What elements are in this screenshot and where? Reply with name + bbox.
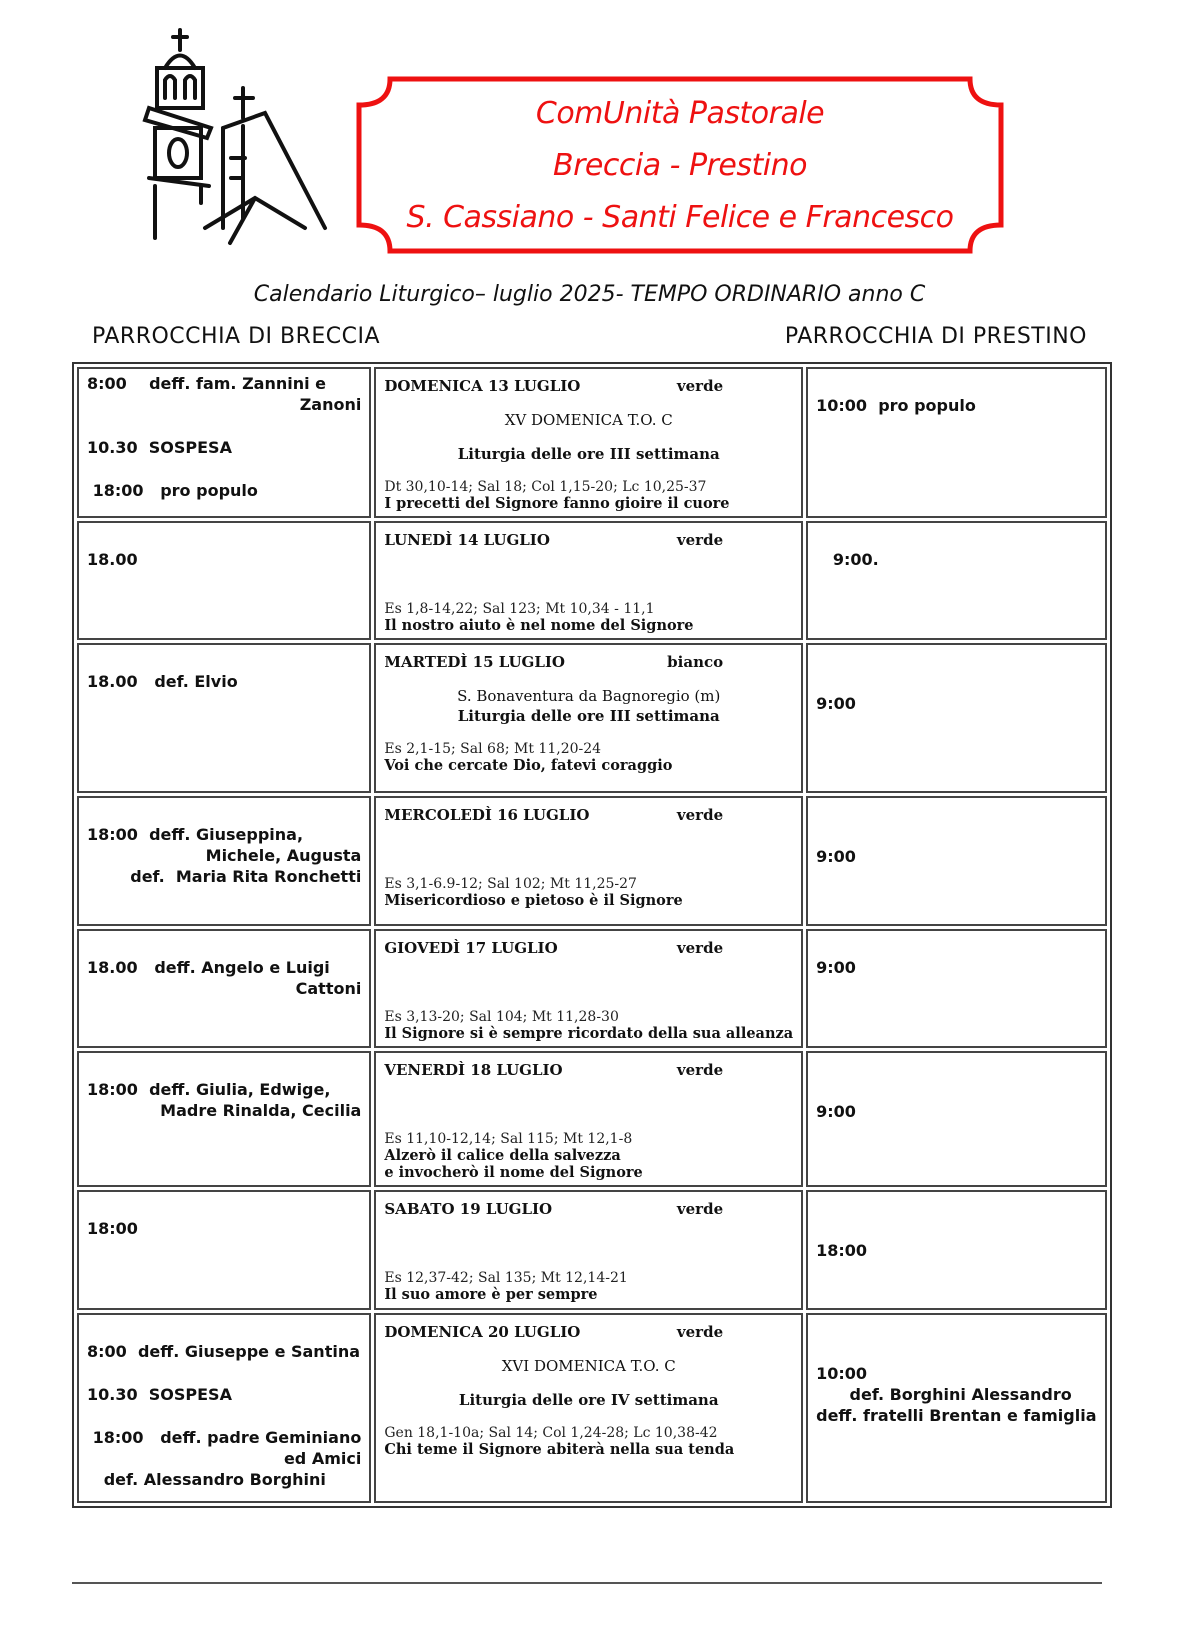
liturgical-color: verde [676, 377, 724, 395]
mass-line: 18.00 def. Elvio [87, 672, 238, 691]
breccia-masses [77, 521, 371, 640]
mass-line: 10.30 SOSPESA [87, 438, 232, 457]
prestino-masses [806, 929, 1106, 1048]
liturgy-of-hours: Liturgia delle ore III settimana [457, 707, 720, 725]
psalm-antiphon: Voi che cercate Dio, fatevi coraggio [384, 757, 673, 774]
spacer [87, 1319, 361, 1341]
liturgy-info [374, 367, 803, 518]
mass-line: def. Borghini Alessandro [816, 1385, 1072, 1404]
mass-line: 18:00 pro populo [87, 481, 258, 500]
liturgy-info [374, 929, 803, 1048]
celebration-title: XVI DOMENICA T.O. C [501, 1357, 676, 1375]
readings: Es 3,13-20; Sal 104; Mt 11,28-30 [384, 1009, 619, 1025]
liturgy-info [374, 1190, 803, 1310]
spacer [87, 649, 361, 671]
spacer [816, 527, 1096, 549]
mass-line: 18.00 [87, 550, 138, 569]
spacer [816, 935, 1096, 957]
spacer [87, 1057, 361, 1079]
celebration-title: S. Bonaventura da Bagnoregio (m) [457, 687, 721, 705]
readings: Es 3,1-6.9-12; Sal 102; Mt 11,25-27 [384, 876, 637, 892]
spacer [816, 1218, 1096, 1240]
breccia-masses [77, 643, 371, 793]
liturgical-color: verde [676, 1323, 724, 1341]
spacer [816, 1079, 1096, 1101]
calendar-row [77, 1313, 1107, 1503]
readings: Gen 18,1-10a; Sal 14; Col 1,24-28; Lc 10,38-42 [384, 1425, 718, 1441]
mass-line: 10.30 SOSPESA [87, 1385, 232, 1404]
mass-line: ed Amici [283, 1449, 362, 1468]
spacer [816, 1341, 1096, 1363]
psalm-antiphon: Misericordioso e pietoso è il Signore [384, 892, 683, 909]
spacer [87, 458, 361, 480]
spacer [816, 802, 1096, 824]
day-date: DOMENICA 13 LUGLIO [384, 377, 581, 395]
mass-line: deff. fratelli Brentan e famiglia [816, 1406, 1097, 1425]
liturgy-info [374, 796, 803, 926]
liturgy-info [374, 521, 803, 640]
mass-line: 10:00 pro populo [816, 396, 976, 415]
breccia-masses [77, 796, 371, 926]
readings: Es 12,37-42; Sal 135; Mt 12,14-21 [384, 1270, 628, 1286]
mass-line: 9:00 [816, 847, 856, 866]
breccia-masses [77, 367, 371, 518]
mass-line: 8:00 deff. Giuseppe e Santina [87, 1342, 361, 1361]
liturgical-color: verde [676, 531, 724, 549]
day-date: SABATO 19 LUGLIO [384, 1200, 553, 1218]
psalm-antiphon: I precetti del Signore fanno gioire il cuore [384, 495, 730, 512]
readings: Es 11,10-12,14; Sal 115; Mt 12,1-8 [384, 1131, 633, 1147]
liturgy-of-hours: Liturgia delle ore IV settimana [458, 1391, 719, 1409]
bottom-divider [72, 1582, 1102, 1584]
spacer [816, 671, 1096, 693]
psalm-antiphon: Chi teme il Signore abiterà nella sua tenda [384, 1441, 735, 1458]
header-banner [355, 75, 1005, 255]
mass-line: 9:00 [816, 694, 856, 713]
mass-line: 18.00 deff. Angelo e Luigi [87, 958, 330, 977]
spacer [816, 649, 1096, 671]
psalm-antiphon: Alzerò il calice della salvezza [384, 1147, 621, 1164]
spacer [87, 415, 361, 437]
liturgical-color: verde [676, 806, 724, 824]
spacer [816, 1319, 1096, 1341]
liturgy-info [374, 1313, 803, 1503]
prestino-masses [806, 1051, 1106, 1187]
parish-breccia-heading: PARROCCHIA DI BRECCIA [92, 324, 381, 349]
spacer [87, 527, 361, 549]
calendar-row [77, 521, 1107, 640]
prestino-masses [806, 521, 1106, 640]
psalm-antiphon: Il Signore si è sempre ricordato della sua alleanza [384, 1025, 794, 1042]
mass-line: def. Alessandro Borghini [87, 1470, 326, 1489]
mass-line: 18:00 [87, 1219, 138, 1238]
day-date: DOMENICA 20 LUGLIO [384, 1323, 581, 1341]
breccia-masses [77, 1190, 371, 1310]
celebration-title: XV DOMENICA T.O. C [504, 411, 673, 429]
mass-line: Michele, Augusta [205, 846, 362, 865]
readings: Dt 30,10-14; Sal 18; Col 1,15-20; Lc 10,25-37 [384, 479, 707, 495]
day-date: VENERDÌ 18 LUGLIO [384, 1061, 563, 1079]
day-date: LUNEDÌ 14 LUGLIO [384, 531, 550, 549]
parish-prestino-heading: PARROCCHIA DI PRESTINO [784, 324, 1087, 349]
prestino-masses [806, 1313, 1106, 1503]
mass-line: def. Maria Rita Ronchetti [130, 867, 362, 886]
liturgical-color: verde [676, 1200, 724, 1218]
mass-line: 9:00 [816, 1102, 856, 1121]
church-logo-icon [135, 28, 345, 248]
mass-line: 10:00 [816, 1364, 868, 1383]
mass-line: Cattoni [295, 979, 362, 998]
spacer [816, 1057, 1096, 1079]
spacer [816, 1196, 1096, 1218]
psalm-antiphon: Il nostro aiuto è nel nome del Signore [384, 617, 694, 634]
day-date: MARTEDÌ 15 LUGLIO [384, 653, 565, 671]
banner-line-community: ComUnità Pastorale [535, 95, 825, 131]
mass-line: 18:00 deff. Giuseppina, [87, 825, 304, 844]
calendar-row [77, 929, 1107, 1048]
mass-line: 18:00 [816, 1241, 868, 1260]
psalm-antiphon: e invocherò il nome del Signore [384, 1164, 643, 1181]
liturgy-info [374, 1051, 803, 1187]
prestino-masses [806, 1190, 1106, 1310]
liturgical-color: verde [676, 939, 724, 957]
mass-line: 9:00. [816, 550, 879, 569]
liturgy-of-hours: Liturgia delle ore III settimana [457, 445, 720, 463]
prestino-masses [806, 643, 1106, 793]
prestino-masses [806, 796, 1106, 926]
readings: Es 2,1-15; Sal 68; Mt 11,20-24 [384, 741, 602, 757]
psalm-antiphon: Il suo amore è per sempre [384, 1286, 598, 1303]
calendar-row [77, 367, 1107, 518]
spacer [816, 373, 1096, 395]
mass-line: 9:00 [816, 958, 856, 977]
calendar-row [77, 1190, 1107, 1310]
readings: Es 1,8-14,22; Sal 123; Mt 10,34 - 11,1 [384, 601, 655, 617]
spacer [87, 1405, 361, 1427]
liturgical-color: bianco [667, 653, 724, 671]
liturgical-calendar-table [72, 362, 1112, 1508]
liturgy-info [374, 643, 803, 793]
mass-line: 18:00 deff. Giulia, Edwige, [87, 1080, 331, 1099]
mass-line: Madre Rinalda, Cecilia [160, 1101, 362, 1120]
spacer [816, 824, 1096, 846]
prestino-masses [806, 367, 1106, 518]
calendar-row [77, 643, 1107, 793]
spacer [87, 1196, 361, 1218]
day-date: MERCOLEDÌ 16 LUGLIO [384, 806, 590, 824]
spacer [87, 802, 361, 824]
breccia-masses [77, 1313, 371, 1503]
mass-line: Zanoni [299, 395, 362, 414]
calendar-row [77, 796, 1107, 926]
day-date: GIOVEDÌ 17 LUGLIO [384, 939, 558, 957]
liturgical-color: verde [676, 1061, 724, 1079]
mass-line: 18:00 deff. padre Geminiano [87, 1428, 362, 1447]
banner-line-parishes: Breccia - Prestino [553, 147, 807, 183]
calendar-row [77, 1051, 1107, 1187]
mass-line: 8:00 deff. fam. Zannini e [87, 374, 327, 393]
spacer [87, 935, 361, 957]
breccia-masses [77, 1051, 371, 1187]
breccia-masses [77, 929, 371, 1048]
spacer [87, 1362, 361, 1384]
calendar-subtitle: Calendario Liturgico– luglio 2025- TEMPO ORDINARIO anno C [253, 282, 926, 307]
banner-line-saints: S. Cassiano - Santi Felice e Francesco [406, 199, 954, 235]
